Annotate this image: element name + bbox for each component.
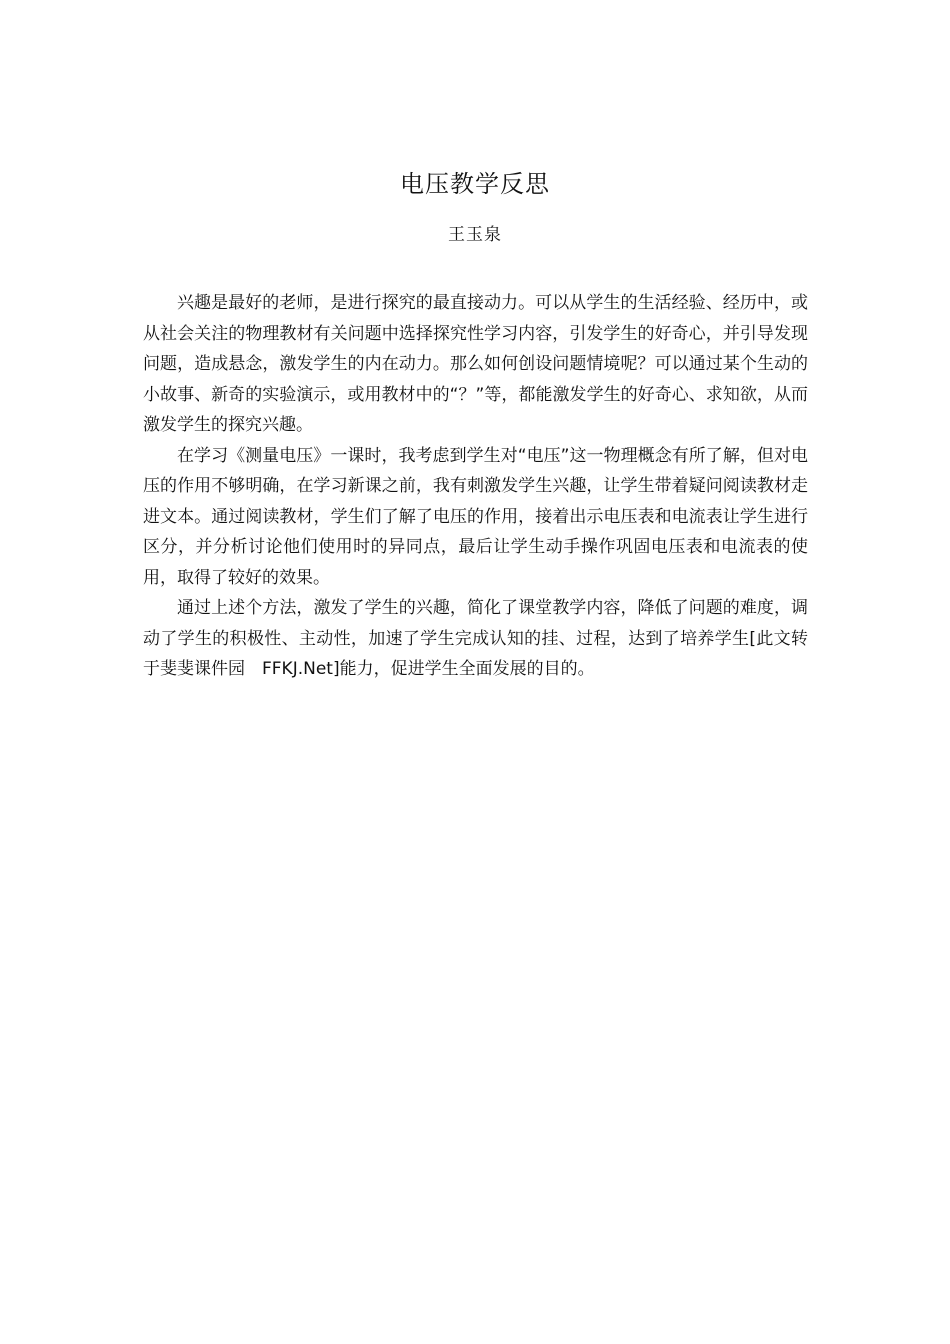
- document-body: [143, 288, 808, 685]
- document-author: 王玉泉: [448, 225, 502, 245]
- paragraph-3: 通过上述个方法，激发了学生的兴趣，简化了课堂教学内容，降低了问题的难度，调动了学生的积极性、主动性，加速了学生完成认知的挂、过程，达到了培养学生[此文转于斐斐课件园 FFKJ.Net]能力，促进学生全面发展的目的。: [143, 598, 808, 679]
- document-title: 电压教学反思: [400, 170, 550, 198]
- paragraph-1: 兴趣是最好的老师，是进行探究的最直接动力。可以从学生的生活经验、经历中，或从社会关注的物理教材有关问题中选择探究性学习内容，引发学生的好奇心，并引导发现问题，造成悬念，激发学生的内在动力。那么如何创设问题情境呢？可以通过某个生动的小故事、新奇的实验演示，或用教材中的“？”等，都能激发学生的好奇心、求知欲，从而激发学生的探究兴趣。: [143, 293, 808, 435]
- paragraph-2: 在学习《测量电压》一课时，我考虑到学生对“电压”这一物理概念有所了解，但对电压的作用不够明确，在学习新课之前，我有刺激发学生兴趣，让学生带着疑问阅读教材走进文本。通过阅读教材，学生们了解了电压的作用，接着出示电压表和电流表让学生进行区分，并分析讨论他们使用时的异同点，最后让学生动手操作巩固电压表和电流表的使用，取得了较好的效果。: [143, 445, 808, 588]
